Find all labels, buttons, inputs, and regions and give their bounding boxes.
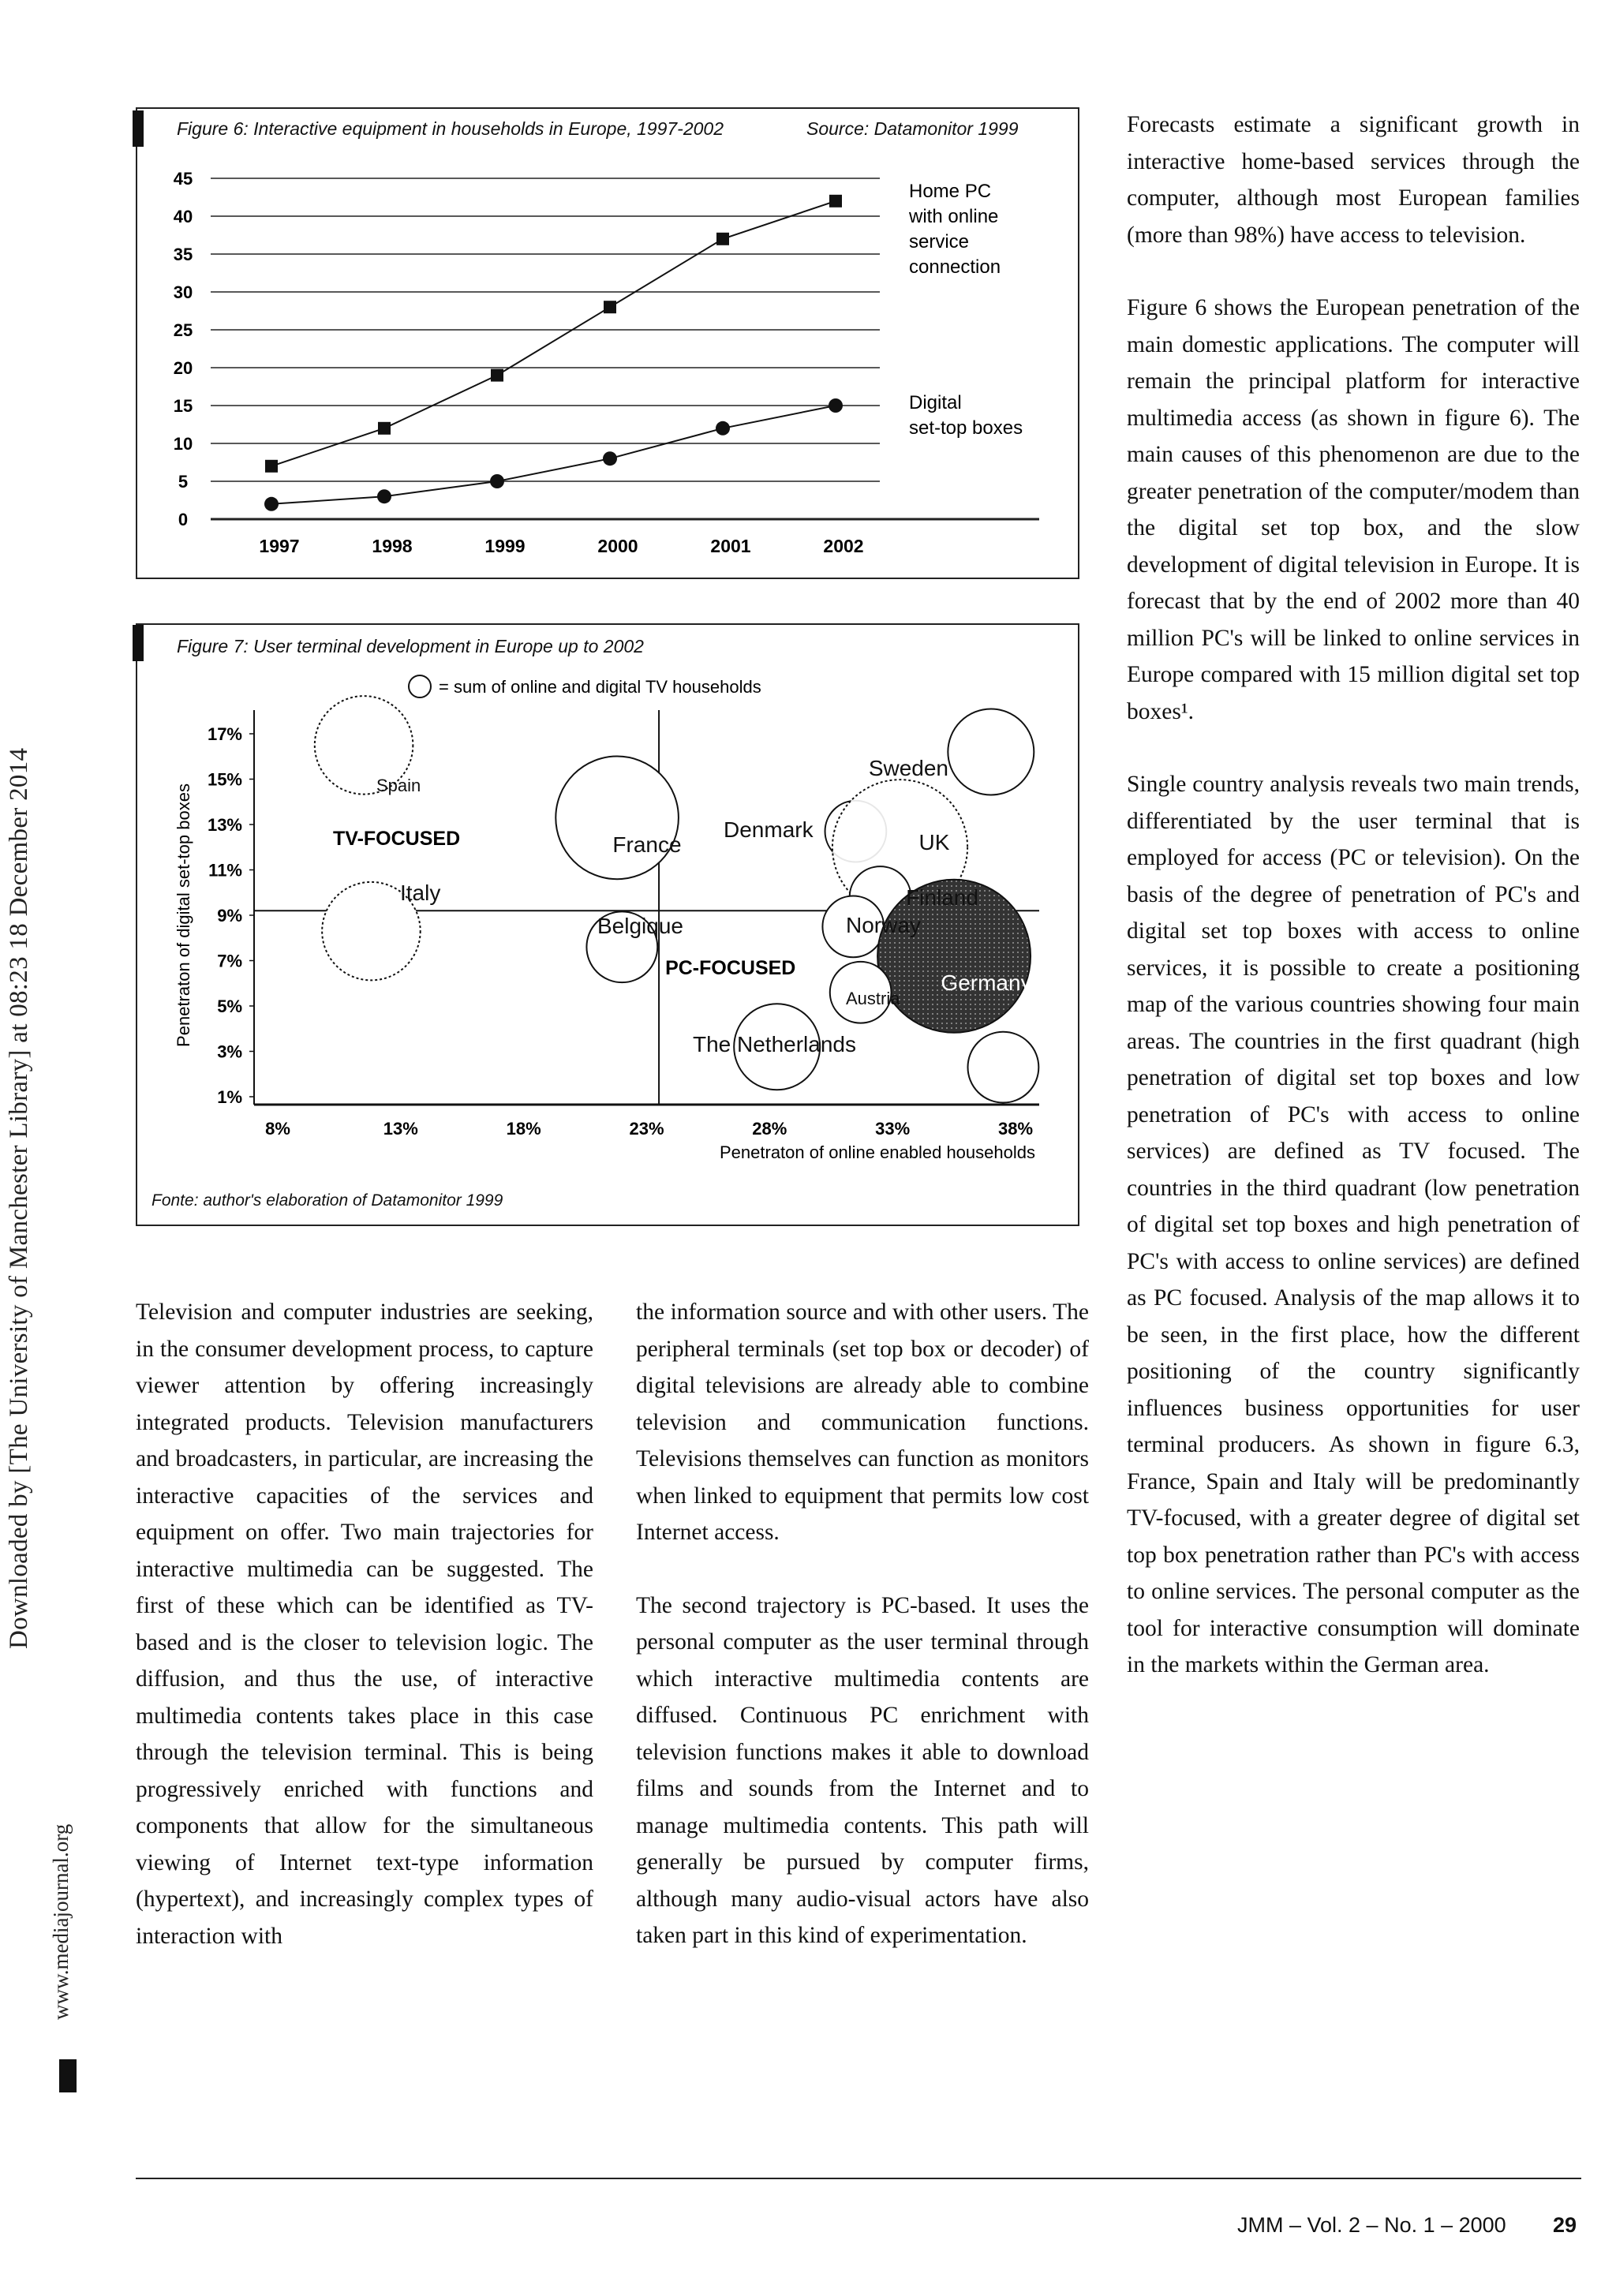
data-point-circle <box>490 474 504 488</box>
data-point-square <box>491 369 503 382</box>
x-tick-label: 1999 <box>484 536 526 556</box>
x-tick-label: 13% <box>383 1119 418 1139</box>
x-tick-label: 2000 <box>597 536 638 556</box>
figure7-fonte: Fonte: author's elaboration of Datamonitor 1999 <box>152 1191 503 1210</box>
series-line <box>271 201 836 466</box>
data-point-square <box>378 422 391 435</box>
page-marker <box>59 2059 77 2092</box>
bubble-label-denmark: Denmark <box>724 817 814 842</box>
quadrant-label-tv: TV-FOCUSED <box>333 828 461 850</box>
right-paragraph-2: Figure 6 shows the European penetration of the main domestic applications. The computer will remain the principal platform for interactive multimedia access (as shown in figure 6). The main causes of this phenomenon are due to the greater penetration of the computer/modem than the digital set top box, and the slow development of digital television in Europe. It is forecast that by the end of 2002 more than 40 million PC's will be linked to online services in Europe compared with 15 million digital set top boxes¹. <box>1127 295 1580 724</box>
bubble-unlabeled <box>968 1032 1039 1103</box>
data-point-square <box>829 195 842 208</box>
legend-label: service <box>909 231 970 252</box>
column-right <box>1127 107 1580 1720</box>
legend-label: set-top boxes <box>909 417 1023 439</box>
figure6-marker <box>133 110 144 147</box>
x-axis-label: Penetraton of online enabled households <box>720 1142 1035 1162</box>
data-point-circle <box>264 497 279 511</box>
bubble-label-germany: Germany <box>941 970 1032 995</box>
bubble-label-spain: Spain <box>376 776 421 795</box>
data-point-square <box>604 301 616 313</box>
figure6-title: Figure 6: Interactive equipment in households in Europe, 1997-2002 <box>177 118 724 139</box>
footer-page: 29 <box>1553 2213 1577 2237</box>
bubble-label-norway: Norway <box>846 913 921 937</box>
bubble-label-belgique: Belgique <box>597 914 683 938</box>
bubble-label-austria: Austria <box>846 989 900 1008</box>
y-tick-label: 7% <box>217 951 242 971</box>
bubble-label-finland: Finland <box>906 885 978 910</box>
y-tick-label: 20 <box>173 358 193 378</box>
legend-label: Home PC <box>909 181 992 202</box>
legend-label: Digital <box>909 392 962 413</box>
footer-journal: JMM – Vol. 2 – No. 1 – 2000 <box>1237 2213 1506 2237</box>
y-tick-label: 13% <box>207 815 242 835</box>
footer-rule <box>136 2178 1581 2179</box>
figure7-chart <box>136 667 1075 1187</box>
download-notice: Downloaded by [The University of Manchester Library] at 08:23 18 December 2014 <box>5 747 33 1649</box>
figure6-source: Source: Datamonitor 1999 <box>806 118 1019 139</box>
column-middle <box>636 1294 1089 1991</box>
legend-circle <box>409 675 431 697</box>
y-tick-label: 30 <box>173 282 193 302</box>
figure7-marker <box>133 625 144 661</box>
left-paragraph-1: Television and computer industries are seeking, in the consumer development process, to capture viewer attention by offering increasingly integrated products. Television manufacturers and broadcasters, in particular, are increasing the interactive capacities of the services and equipment on offer. Two main trajectories for interactive multimedia can be suggested. The first of these which can be identified as TV-based and is the closer to television logic. The diffusion, and thus the use, of interactive multimedia contents takes place in this case through the television terminal. This is being progressively enriched with functions and components that allow for the simultaneous viewing of Internet text-type information (hypertext), and increasingly complex types of interaction with <box>136 1299 593 1949</box>
y-tick-label: 11% <box>208 860 242 881</box>
middle-paragraph-1: the information source and with other users. The peripheral terminals (set top box or decoder) of digital televisions are already able to combine television and communication functions. Televisions themselves can function as monitors when linked to equipment that permits low cost Internet access. <box>636 1299 1089 1545</box>
bubble-sweden <box>948 709 1034 795</box>
middle-paragraph-2: The second trajectory is PC-based. It uses the personal computer as the user terminal through which interactive multimedia contents are diffused. Continuous PC enrichment with television functions makes it able to download films and sounds from the Internet and to manage multimedia contents. This path will generally be pursued by computer firms, although many audio-visual actors have also taken part in this kind of experimentation. <box>636 1592 1089 1948</box>
bubble-label-sweden: Sweden <box>868 756 948 780</box>
y-tick-label: 5% <box>217 997 242 1016</box>
legend-label: with online <box>909 206 999 227</box>
y-tick-label: 10 <box>173 434 193 454</box>
y-tick-label: 0 <box>178 510 189 529</box>
y-tick-label: 15 <box>173 396 193 416</box>
figure6-chart <box>136 150 1075 568</box>
y-tick-label: 17% <box>207 724 242 744</box>
x-tick-label: 18% <box>506 1119 541 1139</box>
column-left <box>136 1294 593 1991</box>
y-tick-label: 15% <box>207 769 242 790</box>
right-paragraph-3: Single country analysis reveals two main trends, differentiated by the user terminal that is employed for access (PC or television). On the basis of the degree of penetration of PC's and digital set top boxes with access to online services, it is possible to create a positioning map of the various countries showing four main areas. The countries in the first quadrant (high penetration of digital set top boxes and low penetration of PC's with access to online services) are defined as TV focused. The countries in the third quadrant (low penetration of digital set top boxes and high penetration of PC's with access to online services) are defined as PC focused. Analysis of the map allows it to be seen, in the first place, how the different positioning of the country significantly influences business opportunities for user terminal producers. As shown in figure 6.3, France, Spain and Italy will be predominantly TV-focused, with a greater degree of digital set top box penetration rather than PC's with access to online services. The personal computer as the tool for interactive consumption will dominate in the markets within the German area. <box>1127 772 1580 1677</box>
legend-text: = sum of online and digital TV households <box>439 677 761 697</box>
journal-url: www.mediajournal.org <box>49 1823 73 2020</box>
data-point-circle <box>377 489 391 503</box>
x-tick-label: 8% <box>265 1119 290 1139</box>
x-tick-label: 2001 <box>710 536 751 556</box>
series-line <box>271 406 836 504</box>
data-point-circle <box>716 421 730 436</box>
y-tick-label: 1% <box>217 1087 242 1107</box>
y-axis-label: Penetraton of digital set-top boxes <box>174 783 193 1047</box>
legend-label: connection <box>909 256 1001 278</box>
y-tick-label: 9% <box>217 906 242 926</box>
x-tick-label: 28% <box>752 1119 787 1139</box>
bubble-france <box>556 757 682 880</box>
y-tick-label: 35 <box>173 245 193 264</box>
bubble-label-france: France <box>612 832 682 857</box>
y-tick-label: 25 <box>173 320 193 340</box>
y-tick-label: 40 <box>173 207 193 226</box>
quadrant-label-pc: PC-FOCUSED <box>665 957 796 979</box>
y-tick-label: 3% <box>217 1041 242 1062</box>
x-tick-label: 33% <box>875 1119 911 1139</box>
x-tick-label: 1997 <box>259 536 300 556</box>
bubble-label-italy: Italy <box>400 881 441 905</box>
figure7-title: Figure 7: User terminal development in Europe up to 2002 <box>177 636 644 656</box>
x-tick-label: 38% <box>997 1119 1034 1139</box>
y-tick-label: 5 <box>178 472 189 492</box>
x-tick-label: 1998 <box>372 536 413 556</box>
data-point-square <box>716 233 729 245</box>
bubble-label-uk: UK <box>918 830 950 854</box>
x-tick-label: 2002 <box>823 536 864 556</box>
data-point-square <box>265 460 278 473</box>
y-tick-label: 45 <box>173 169 193 189</box>
x-tick-label: 23% <box>629 1119 664 1139</box>
data-point-circle <box>603 451 617 466</box>
data-point-circle <box>829 398 843 413</box>
right-paragraph-1: Forecasts estimate a significant growth in interactive home-based services through the computer, although most European families (more than 98%) have access to television. <box>1127 112 1580 248</box>
bubble-label-the-netherlands: The Netherlands <box>692 1032 856 1056</box>
